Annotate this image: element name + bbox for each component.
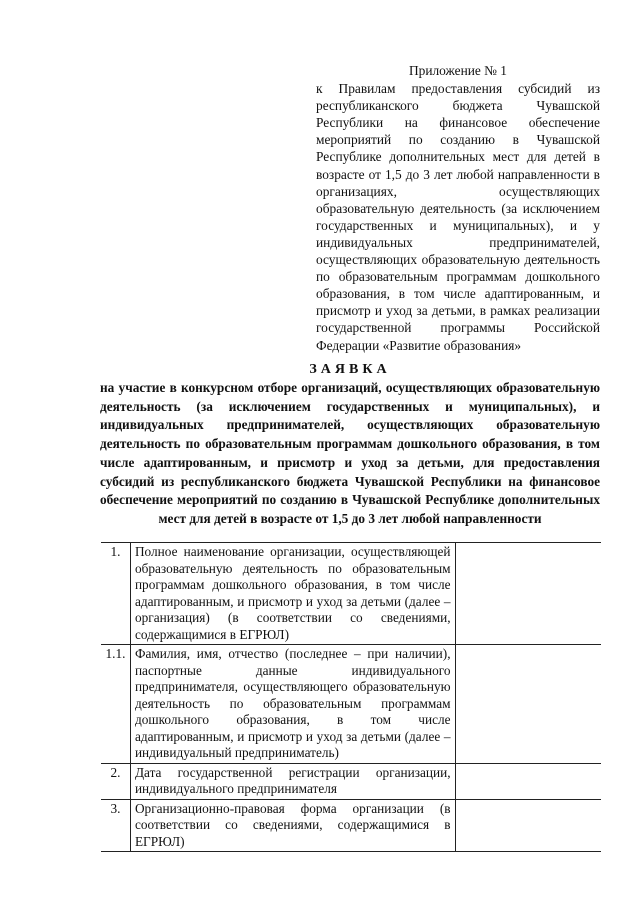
appendix-block (316, 62, 600, 354)
row-value-cell[interactable] (455, 763, 601, 799)
application-subtitle: на участие в конкурсном отборе организаций, осуществляющих образовательную деятельность (за исключением государственных и муниципальных), и индивидуальных предпринимателей, осуществляющих образовательную деятельность по образовательным программам дошкольного образования, в том числе адаптированным, и присмотр и уход за детьми, для предоставления субсидий из республиканского бюджета Чувашской Республики на финансовое обеспечение мероприятий по созданию в Чувашской Республике дополнительных мест для детей в возрасте от 1,5 до 3 лет любой направленности (100, 380, 600, 526)
row-description: Дата государственной регистрации организации, индивидуального предпринимателя (130, 763, 455, 799)
row-number: 1. (101, 543, 130, 645)
row-value-cell[interactable] (455, 799, 601, 852)
row-value-cell[interactable] (455, 543, 601, 645)
application-form-table (101, 542, 601, 852)
application-title: ЗАЯВКА (309, 362, 391, 377)
row-description: Организационно-правовая форма организации (в соответствии со сведениями, содержащимися в ЕГРЮЛ) (130, 799, 455, 852)
row-number: 3. (101, 799, 130, 852)
row-value-cell[interactable] (455, 645, 601, 764)
appendix-heading: Приложение № 1 (408, 63, 508, 78)
table-row (101, 799, 601, 852)
row-description: Фамилия, имя, отчество (последнее – при наличии), паспортные данные индивидуального предпринимателя, осуществляющего образовательную деятельность по образовательным программам дошкольного образования, в том числе адаптированным, и присмотр и уход за детьми (далее – индивидуальный предприниматель) (130, 645, 455, 764)
table-row (101, 543, 601, 645)
row-description: Полное наименование организации, осуществляющей образовательную деятельность по образовательным программам дошкольного образования, в том числе адаптированным, и присмотр и уход за детьми (далее – организация) (в соответствии со сведениями, содержащимися в ЕГРЮЛ) (130, 543, 455, 645)
appendix-text: к Правилам предоставления субсидий из республиканского бюджета Чувашской Республики на финансовое обеспечение мероприятий по созданию в Чувашской Республике дополнительных мест для детей в возрасте от 1,5 до 3 лет любой направленности в организациях, осуществляющих образовательную деятельность (за исключением государственных и муниципальных), и у индивидуальных предпринимателей, осуществляющих образовательную деятельность по образовательным программам дошкольного образования, в том числе адаптированным, и присмотр и уход за детьми, в рамках реализации государственной программы Российской Федерации «Развитие образования» (316, 81, 600, 353)
row-number: 1.1. (101, 645, 130, 764)
row-number: 2. (101, 763, 130, 799)
table-row (101, 645, 601, 764)
table-row (101, 763, 601, 799)
